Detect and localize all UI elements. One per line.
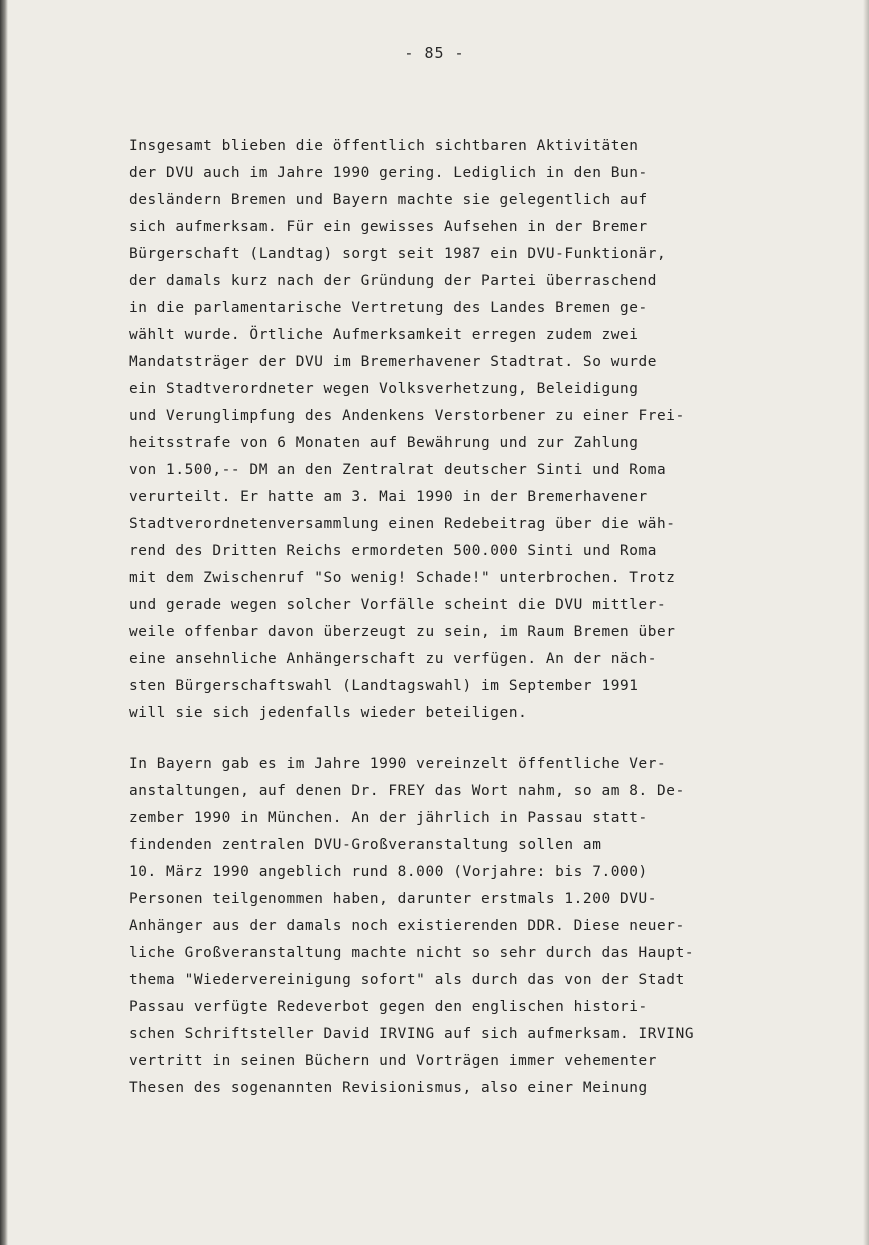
text-line: und Verunglimpfung des Andenkens Verstorbener zu einer Frei- bbox=[129, 408, 685, 424]
text-line: schen Schriftsteller David IRVING auf sich aufmerksam. IRVING bbox=[129, 1026, 695, 1042]
text-line: thema "Wiedervereinigung sofort" als durch das von der Stadt bbox=[129, 972, 685, 988]
paragraph-2 bbox=[129, 751, 694, 1102]
text-line: wählt wurde. Örtliche Aufmerksamkeit erregen zudem zwei bbox=[129, 327, 639, 343]
text-line: ein Stadtverordneter wegen Volksverhetzung, Beleidigung bbox=[129, 381, 639, 397]
text-line: Bürgerschaft (Landtag) sorgt seit 1987 ein DVU-Funktionär, bbox=[129, 246, 667, 262]
paragraph-1 bbox=[129, 133, 685, 727]
text-line: Anhänger aus der damals noch existierenden DDR. Diese neuer- bbox=[129, 918, 685, 934]
text-line: heitsstrafe von 6 Monaten auf Bewährung und zur Zahlung bbox=[129, 435, 639, 451]
text-line: und gerade wegen solcher Vorfälle scheint die DVU mittler- bbox=[129, 597, 667, 613]
text-line: 10. März 1990 angeblich rund 8.000 (Vorjahre: bis 7.000) bbox=[129, 864, 648, 880]
text-line: rend des Dritten Reichs ermordeten 500.000 Sinti und Roma bbox=[129, 543, 658, 559]
text-line: von 1.500,-- DM an den Zentralrat deutscher Sinti und Roma bbox=[129, 462, 667, 478]
text-line: mit dem Zwischenruf "So wenig! Schade!" unterbrochen. Trotz bbox=[129, 570, 676, 586]
page-number: - 85 - bbox=[404, 44, 465, 62]
text-line: liche Großveranstaltung machte nicht so sehr durch das Haupt- bbox=[129, 945, 695, 961]
text-line: will sie sich jedenfalls wieder beteiligen. bbox=[129, 705, 528, 721]
scan-right-edge bbox=[863, 0, 869, 1245]
text-line: anstaltungen, auf denen Dr. FREY das Wort nahm, so am 8. De- bbox=[129, 783, 685, 799]
text-line: weile offenbar davon überzeugt zu sein, im Raum Bremen über bbox=[129, 624, 676, 640]
text-line: vertritt in seinen Büchern und Vorträgen immer vehementer bbox=[129, 1053, 658, 1069]
text-line: Thesen des sogenannten Revisionismus, also einer Meinung bbox=[129, 1080, 648, 1096]
scan-left-edge bbox=[0, 0, 8, 1245]
text-line: zember 1990 in München. An der jährlich in Passau statt- bbox=[129, 810, 648, 826]
text-line: Passau verfügte Redeverbot gegen den englischen histori- bbox=[129, 999, 648, 1015]
text-line: verurteilt. Er hatte am 3. Mai 1990 in der Bremerhavener bbox=[129, 489, 648, 505]
text-line: sten Bürgerschaftswahl (Landtagswahl) im September 1991 bbox=[129, 678, 639, 694]
text-line: Mandatsträger der DVU im Bremerhavener Stadtrat. So wurde bbox=[129, 354, 658, 370]
text-line: desländern Bremen und Bayern machte sie gelegentlich auf bbox=[129, 192, 648, 208]
text-line: der damals kurz nach der Gründung der Partei überraschend bbox=[129, 273, 658, 289]
text-line: der DVU auch im Jahre 1990 gering. Lediglich in den Bun- bbox=[129, 165, 648, 181]
text-line: Stadtverordnetenversammlung einen Redebeitrag über die wäh- bbox=[129, 516, 676, 532]
text-line: findenden zentralen DVU-Großveranstaltung sollen am bbox=[129, 837, 602, 853]
text-line: Insgesamt blieben die öffentlich sichtbaren Aktivitäten bbox=[129, 138, 639, 154]
text-line: In Bayern gab es im Jahre 1990 vereinzelt öffentliche Ver- bbox=[129, 756, 667, 772]
text-line: Personen teilgenommen haben, darunter erstmals 1.200 DVU- bbox=[129, 891, 658, 907]
text-line: eine ansehnliche Anhängerschaft zu verfügen. An der näch- bbox=[129, 651, 658, 667]
text-line: sich aufmerksam. Für ein gewisses Aufsehen in der Bremer bbox=[129, 219, 648, 235]
text-line: in die parlamentarische Vertretung des Landes Bremen ge- bbox=[129, 300, 648, 316]
